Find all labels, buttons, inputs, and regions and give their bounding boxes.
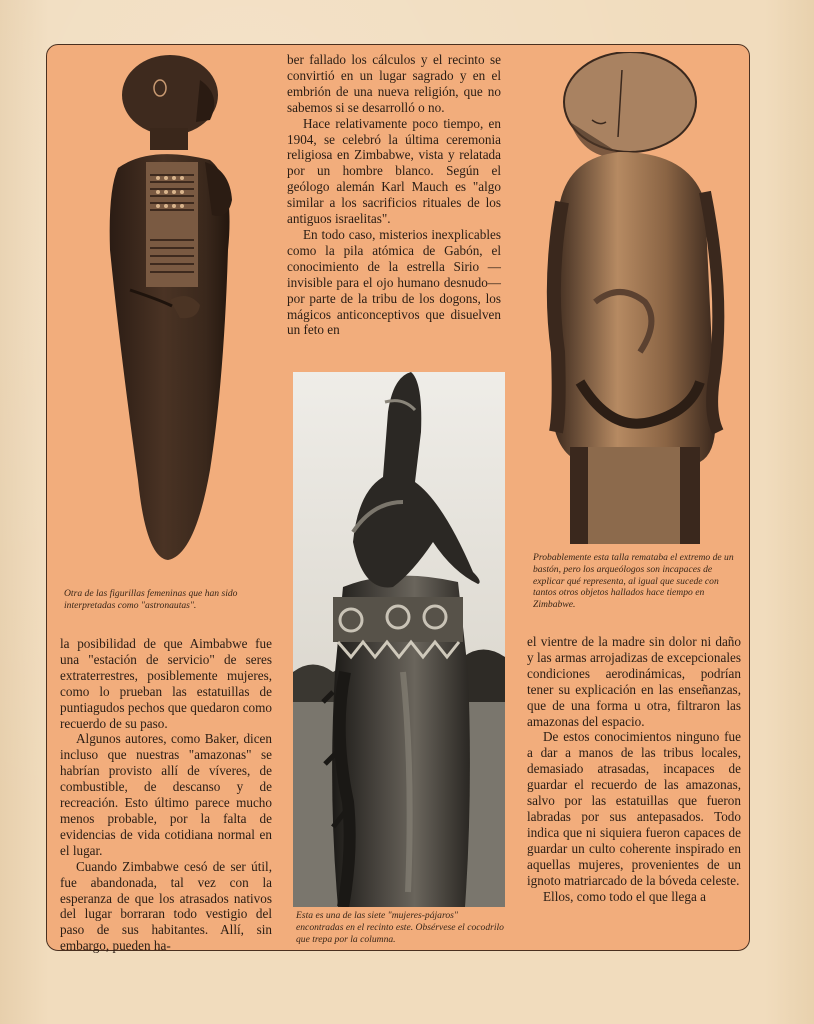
staff-carving-illustration-right: [540, 52, 732, 544]
paragraph: el vientre de la madre sin dolor ni daño y las armas arrojadizas de excepcionales condiciones aerodinámicas, podrían tener su explicación en las enseñanzas, que de una forma u otra, filtraron las amazonas del espacio.: [527, 634, 741, 729]
figurine-illustration-left: [100, 50, 240, 565]
photo-drawing: [293, 372, 505, 907]
carving-drawing: [540, 52, 732, 544]
caption-middle-photo: Esta es una de las siete "mujeres-pájaros" encontradas en el recinto este. Obsérvese el cocodrilo que trepa por la columna.: [296, 910, 504, 945]
paragraph: la posibilidad de que Aimbabwe fue una "estación de servicio" de seres extraterrestres, posiblemente mujeres, como lo prueban las estatuillas de puntiagudos pechos que quedaron como recuerdo de su paso.: [60, 636, 272, 731]
caption-right-figure: Probablemente esta talla remataba el extremo de un bastón, pero los arqueólogos son incapaces de explicar qué representa, al igual que sucede con tantos otros objetos hallados hace tiempo en Zimbabwe.: [533, 552, 734, 611]
bird-statue-photo: [293, 372, 505, 907]
paragraph: Ellos, como todo el que llega a: [543, 888, 706, 904]
paragraph: Cuando Zimbabwe cesó de ser útil, fue abandonada, tal vez con la esperanza de que los atrasados nativos del lugar borraran todo vestigio del paso de sus habitantes. Allí, sin embargo, pueden ha-: [60, 858, 272, 954]
paragraph: Algunos autores, como Baker, dicen incluso que nuestras "amazonas" se habrían provisto allí de víveres, de combustible, de descanso y de recreación. Esto último parece mucho menos probable, por la falta de evidencias de vida cotidiana normal en el lugar.: [60, 731, 272, 858]
paragraph: Hace relativamente poco tiempo, en 1904, se celebró la última ceremonia religiosa en Zimbabwe, vista y relatada por un hombre blanco. Según el geólogo alemán Karl Mauch es "algo similar a los sacrificios rituales de los antiguos israelitas".: [287, 115, 501, 227]
figurine-drawing: [100, 50, 240, 565]
paragraph: ber fallado los cálculos y el recinto se convirtió en un lugar sagrado y en el embrión de una nueva religión, que no sabemos si se desarrolló o no.: [287, 52, 501, 115]
text-column-right-bottom: [527, 634, 741, 904]
caption-left-figure: Otra de las figurillas femeninas que han sido interpretadas como "astronautas".: [64, 588, 238, 611]
text-column-left-bottom: [60, 636, 272, 954]
text-column-middle-top: [287, 52, 501, 338]
paragraph: De estos conocimientos ninguno fue a dar a manos de las tribus locales, demasiado atrasadas, incapaces de guardar el recuerdo de las amazonas, salvo por las estatuillas que fueron labradas por sus antepasados. Todo indica que ni siquiera fueron capaces de guardar un culto coherente inspirado en aquellas mujeres, provenientes de un ignoto matriarcado de la bóveda celeste.: [527, 729, 741, 888]
paragraph: En todo caso, misterios inexplicables como la pila atómica de Gabón, el conocimiento de la estrella Sirio —invisible para el ojo humano desnudo— por parte de la tribu de los dogons, los mágicos anticonceptivos que disuelven un feto en: [287, 226, 501, 338]
